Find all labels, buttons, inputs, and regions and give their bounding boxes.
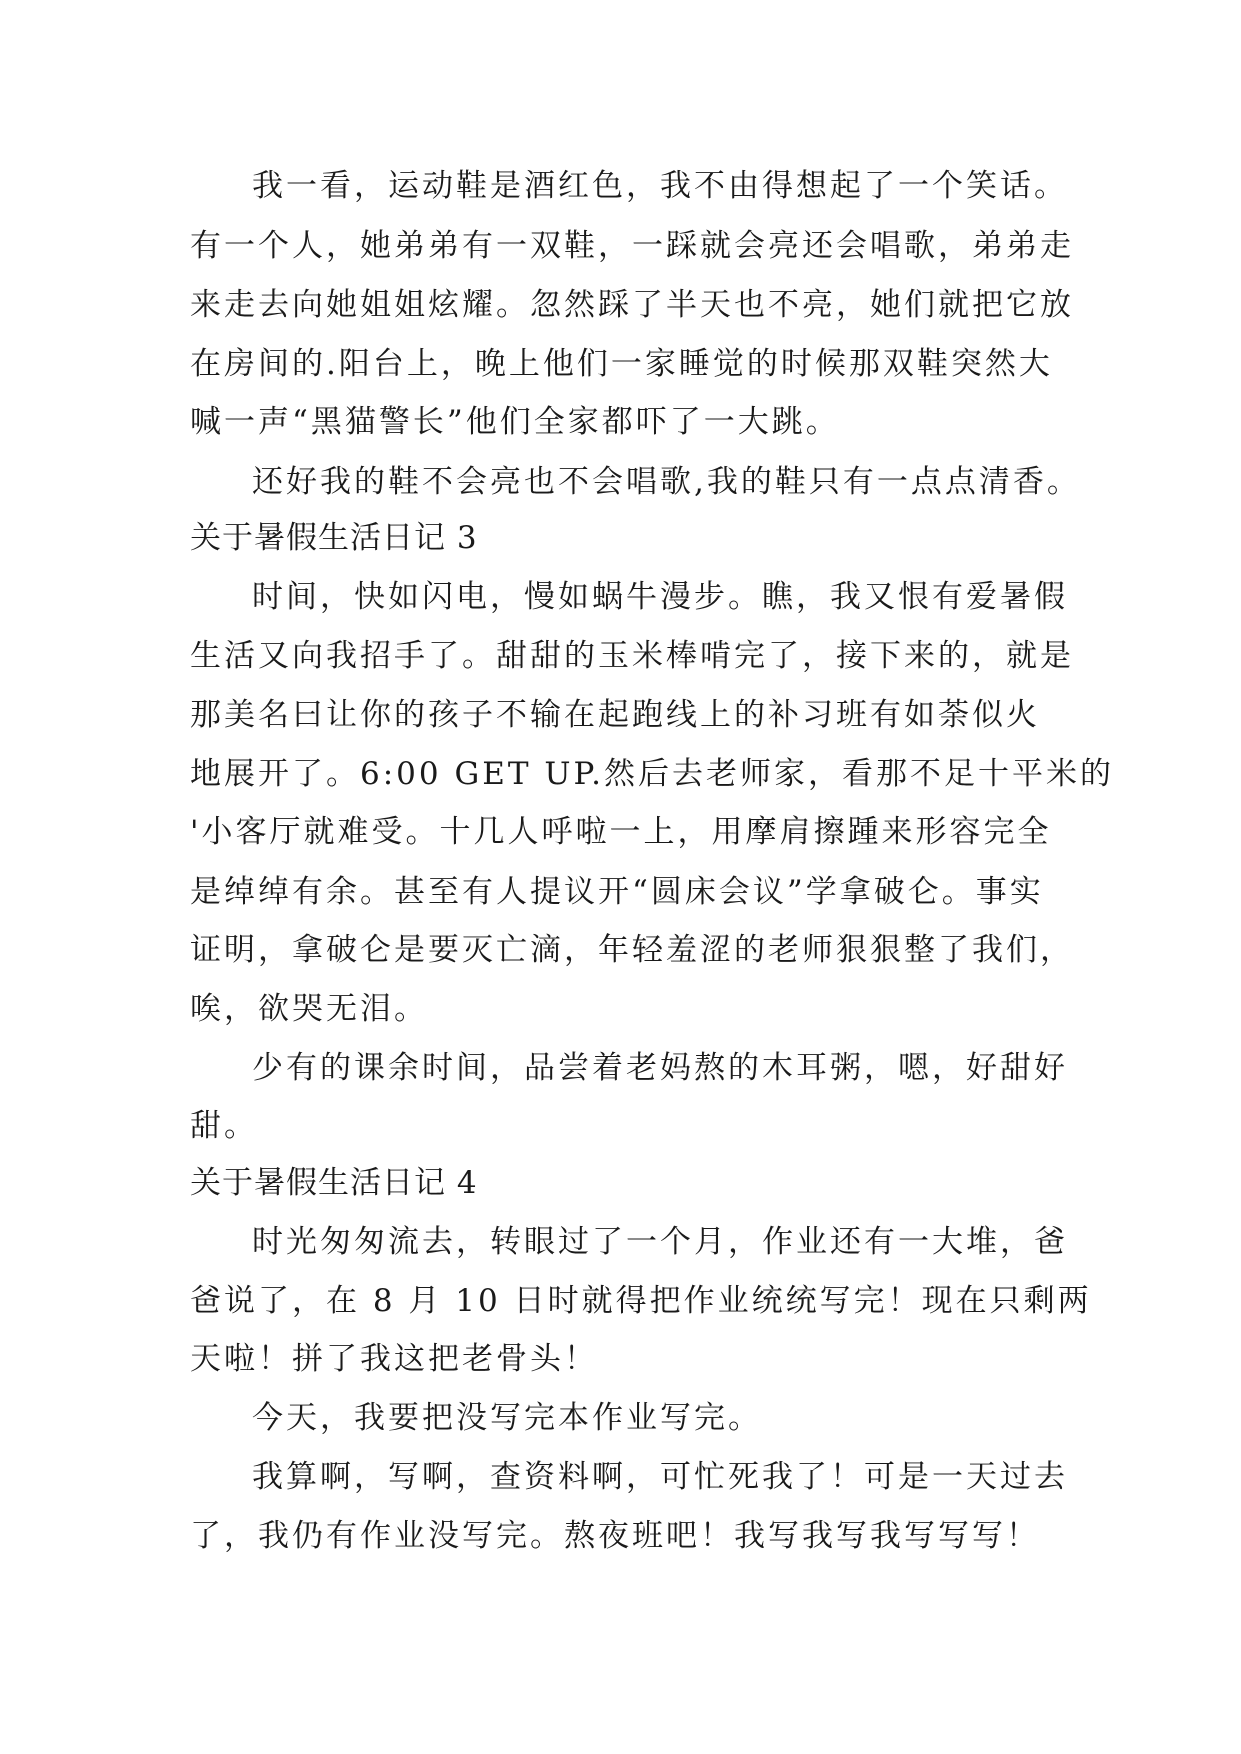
paragraph-line: 今天，我要把没写完本作业写完。 bbox=[252, 1400, 762, 1436]
paragraph-line: 爸说了，在 8 月 10 日时就得把作业统统写完！现在只剩两 bbox=[190, 1283, 1092, 1319]
paragraph-line: 甜。 bbox=[190, 1108, 258, 1144]
paragraph-line: 来走去向她姐姐炫耀。忽然踩了半天也不亮，她们就把它放 bbox=[190, 287, 1074, 323]
paragraph-line: 时间，快如闪电，慢如蜗牛漫步。瞧，我又恨有爱暑假 bbox=[252, 579, 1068, 615]
paragraph-line: 天啦！拼了我这把老骨头！ bbox=[190, 1341, 598, 1377]
paragraph-line: 有一个人，她弟弟有一双鞋，一踩就会亮还会唱歌，弟弟走 bbox=[190, 228, 1074, 264]
paragraph-line: 我算啊，写啊，查资料啊，可忙死我了！可是一天过去 bbox=[252, 1459, 1068, 1495]
paragraph-line: 地展开了。6:00 GET UP.然后去老师家，看那不足十平米的 bbox=[190, 756, 1114, 792]
paragraph-line: 唉，欲哭无泪。 bbox=[190, 991, 428, 1027]
paragraph-line: 在房间的.阳台上，晚上他们一家睡觉的时候那双鞋突然大 bbox=[190, 346, 1053, 382]
section-heading: 关于暑假生活日记 3 bbox=[190, 520, 478, 556]
paragraph-line: '小客厅就难受。十几人呼啦一上，用摩肩擦踵来形容完全 bbox=[190, 814, 1052, 850]
paragraph-line: 还好我的鞋不会亮也不会唱歌,我的鞋只有一点点清香。 bbox=[252, 464, 1081, 500]
paragraph-line: 我一看，运动鞋是酒红色，我不由得想起了一个笑话。 bbox=[252, 168, 1068, 204]
paragraph-line: 生活又向我招手了。甜甜的玉米棒啃完了，接下来的，就是 bbox=[190, 638, 1074, 674]
paragraph-line: 喊一声“黑猫警长”他们全家都吓了一大跳。 bbox=[190, 404, 840, 440]
section-heading: 关于暑假生活日记 4 bbox=[190, 1165, 478, 1201]
paragraph-line: 那美名曰让你的孩子不输在起跑线上的补习班有如荼似火 bbox=[190, 697, 1040, 733]
paragraph-line: 少有的课余时间，品尝着老妈熬的木耳粥，嗯，好甜好 bbox=[252, 1050, 1068, 1086]
paragraph-line: 证明，拿破仑是要灭亡滴，年轻羞涩的老师狠狠整了我们， bbox=[190, 932, 1074, 968]
paragraph-line: 时光匆匆流去，转眼过了一个月，作业还有一大堆，爸 bbox=[252, 1224, 1068, 1260]
paragraph-line: 了，我仍有作业没写完。熬夜班吧！我写我写我写写写！ bbox=[190, 1518, 1040, 1554]
paragraph-line: 是绰绰有余。甚至有人提议开“圆床会议”学拿破仑。事实 bbox=[190, 874, 1044, 910]
